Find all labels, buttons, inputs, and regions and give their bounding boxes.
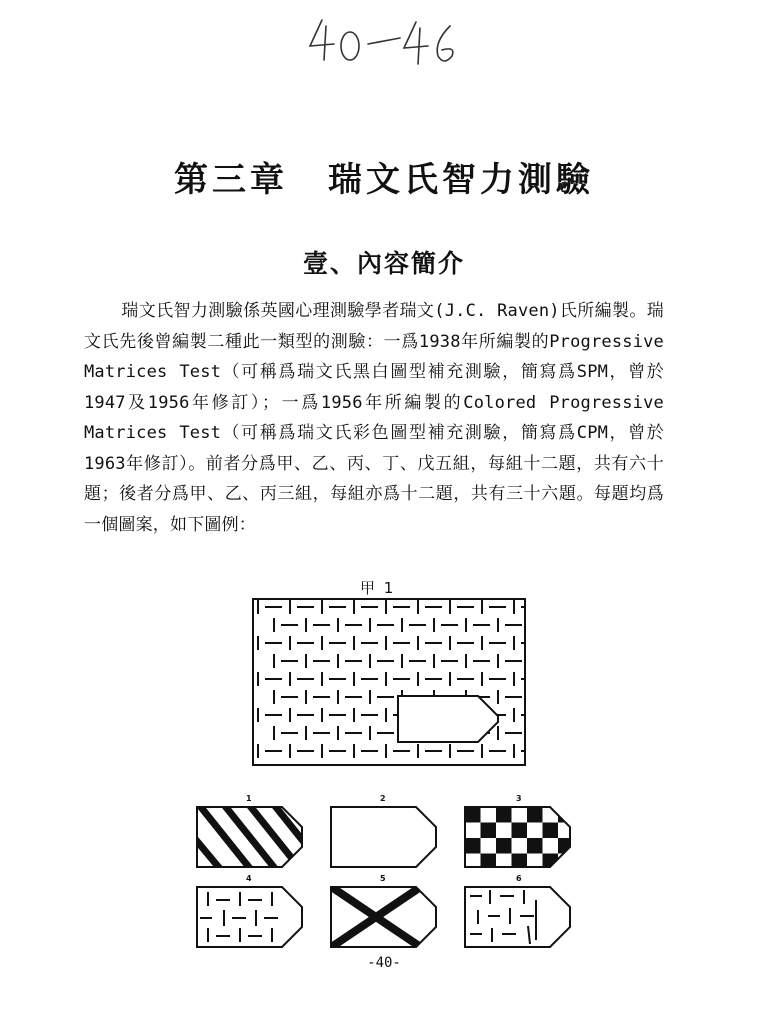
option-6[interactable] [464,874,574,952]
option-1-number: 1 [246,794,252,803]
misaligned-dash-option-drawing [464,886,574,948]
option-4[interactable] [196,874,306,952]
intro-paragraph: 瑞文氏智力測驗係英國心理測驗學者瑞文(J.C. Raven)氏所編製。瑞文氏先後曾編製二種此一類型的測驗：一爲1938年所編製的Progressive Matrices Test（可稱爲瑞文氏黑白圖型補充測驗，簡寫爲SPM，曾於1947及1956年修訂）；一爲1956年所編製的Colored Progressive Matrices Test（可稱爲瑞文氏彩色圖型補充測驗，簡寫爲CPM，曾於1963年修訂）。前者分爲甲、乙、丙、丁、戊五組，每組十二題，共有六十題；後者分爲甲、乙、丙三組，每組亦爲十二題，共有三十六題。每題均爲一個圖案，如下圖例： [84,301,664,535]
option-5[interactable] [330,874,440,952]
checkerboard-option-drawing [464,806,574,868]
option-5-number: 5 [380,874,386,883]
handwritten-page-note [300,8,470,68]
figure-label: 甲 1 [360,579,396,597]
handwritten-note-drawing [300,8,470,68]
option-6-number: 6 [516,874,522,883]
matrix-pattern-drawing [252,598,526,766]
blank-option-drawing [330,806,440,868]
chapter-number: 第三章 [174,160,288,200]
dash-pattern-option-drawing [196,886,306,948]
chapter-title: 瑞文氏智力測驗 [328,160,594,200]
option-2-number: 2 [380,794,386,803]
chapter-heading [0,152,768,201]
option-3[interactable] [464,794,574,872]
option-2[interactable] [330,794,440,872]
option-4-number: 4 [246,874,252,883]
section-heading: 壹、內容簡介 [302,249,465,278]
matrix-figure [252,598,526,770]
option-1[interactable] [196,794,306,872]
option-3-number: 3 [516,794,522,803]
x-cross-option-drawing [330,886,440,948]
page-number: -40- [367,955,401,971]
body-text [84,296,664,540]
diagonal-stripes-option-drawing [196,806,306,868]
